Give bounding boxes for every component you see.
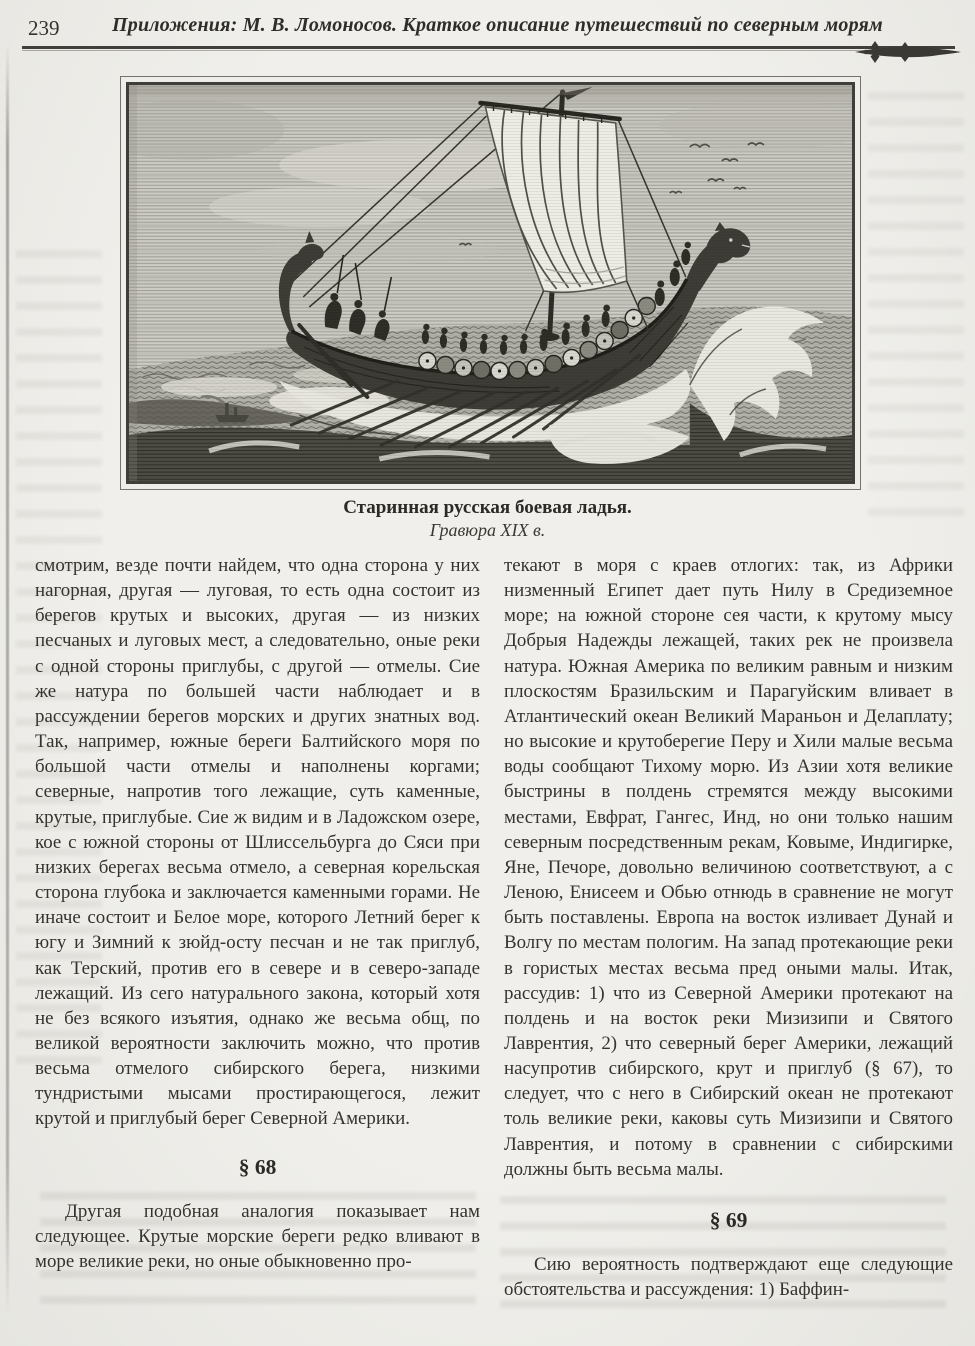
paragraph: Другая подобная аналогия показывает нам следующее. Крутые морские береги редко вливают в море великие реки, но оные обыкновенно про- (35, 1200, 480, 1273)
figure-caption-subtitle: Гравюра XIX в. (429, 520, 546, 540)
paragraph: текают в моря с краев отлогих: так, из Африки низменный Египет дает путь Нилу в Средиземное море; на южной стороне сея части, к крутому мысу Добрыя Надежды лежащей, таких рек не произвела натура. Южная Америка по великим равным и низким плоскостям Бразильским и Парагуйским вливает в Атлантический океан Великий Мараньон и Делаплату; но высокие и крутоберегие Перу и Хили малые весьма воды сообщают Тихому морю. Из Азии хотя великие быстрины в полдень стремятся между высокими местами, Евфрат, Гангес, Инд, но они только нашим северным посредственным рекам, Ковыме, Индигирке, Яне, Печоре, довольно величиною соответствуют, а с Леною, Енисеем и Обью отнюдь в сравнение не могут быть поставлены. Европа на восток изливает Дунай и Волгу по местам пологим. На запад протекающие реки в гористых местах весьма пред оными малы. Итак, рассудив: 1) что из Северной Америки протекают на полдень и на восток реки Мизизипи и Святого Лаврентия, 2) что северный берег Америки, лежащий насупротив сибирского, крут и приглуб (§ 67), то следует, что с него в Сибирский океан не протекают толь великие реки, каковы суть Мизизипи и Святого Лаврентия, и потому в сравнении с сибирскими должны быть весьма малы. (504, 555, 953, 1180)
right-column (504, 553, 953, 1302)
page-number: 239 (28, 16, 60, 40)
scan-gutter-shadow (6, 44, 9, 1312)
text-columns (35, 553, 953, 1302)
print-bleedthrough (868, 92, 964, 532)
header-rule (22, 46, 955, 49)
figure-caption (0, 497, 975, 541)
paragraph: смотрим, везде почти найдем, что одна сторона у них нагорная, другая — луговая, то есть одна состоит из берегов крутых и высоких, другая — из низких песчаных и луговых мест, а следовательно, оные реки с одной стороны приглубы, с другой — отмелы. Сие же натура по большей части наблюдает и в рассуждении берегов морских и других знатных вод. Так, например, южные береги Балтийского моря по большой части отмелы и наполнены коргами; северные, напротив того лежащие, суть каменные, крутые, приглубые. Сие ж видим и в Ладожском озере, кое с южной стороны от Шлиссельбурга до Сяси при низких берегах весьма отмело, а северная корельская сторона глубока и заключается каменными горами. Не иначе состоит и Белое море, которого Летний берег к югу и Зимний к зюйд-осту песчан и не так приглуб, как Терский, против его в севере и в северо-западе лежащий. Из сего натурального закона, который хотя не без всякого изъятия, однако же весьма общ, по великой вероятности заключить можно, что против весьма отмелого сибирского берега, низкими тундристыми мысами простирающегося, лежит крутой и приглубый берег Северной Америки. (35, 555, 480, 1130)
header-rule-echo (22, 50, 930, 51)
left-column (35, 553, 480, 1302)
section-heading-69: § 69 (709, 1207, 748, 1232)
engraving-frame (126, 82, 855, 484)
fleuron-icon (853, 38, 963, 66)
running-head: Приложения: М. В. Ломоносов. Краткое описание путешествий по северным морям (112, 14, 883, 36)
engraving-figure (120, 76, 861, 490)
paragraph: Сию вероятность подтверждают еще следующие обстоятельства и рассуждения: 1) Баффин- (504, 1254, 953, 1301)
ship-engraving-image (129, 85, 852, 481)
figure-caption-title: Старинная русская боевая ладья. (343, 497, 632, 518)
section-heading-68: § 68 (238, 1154, 277, 1179)
